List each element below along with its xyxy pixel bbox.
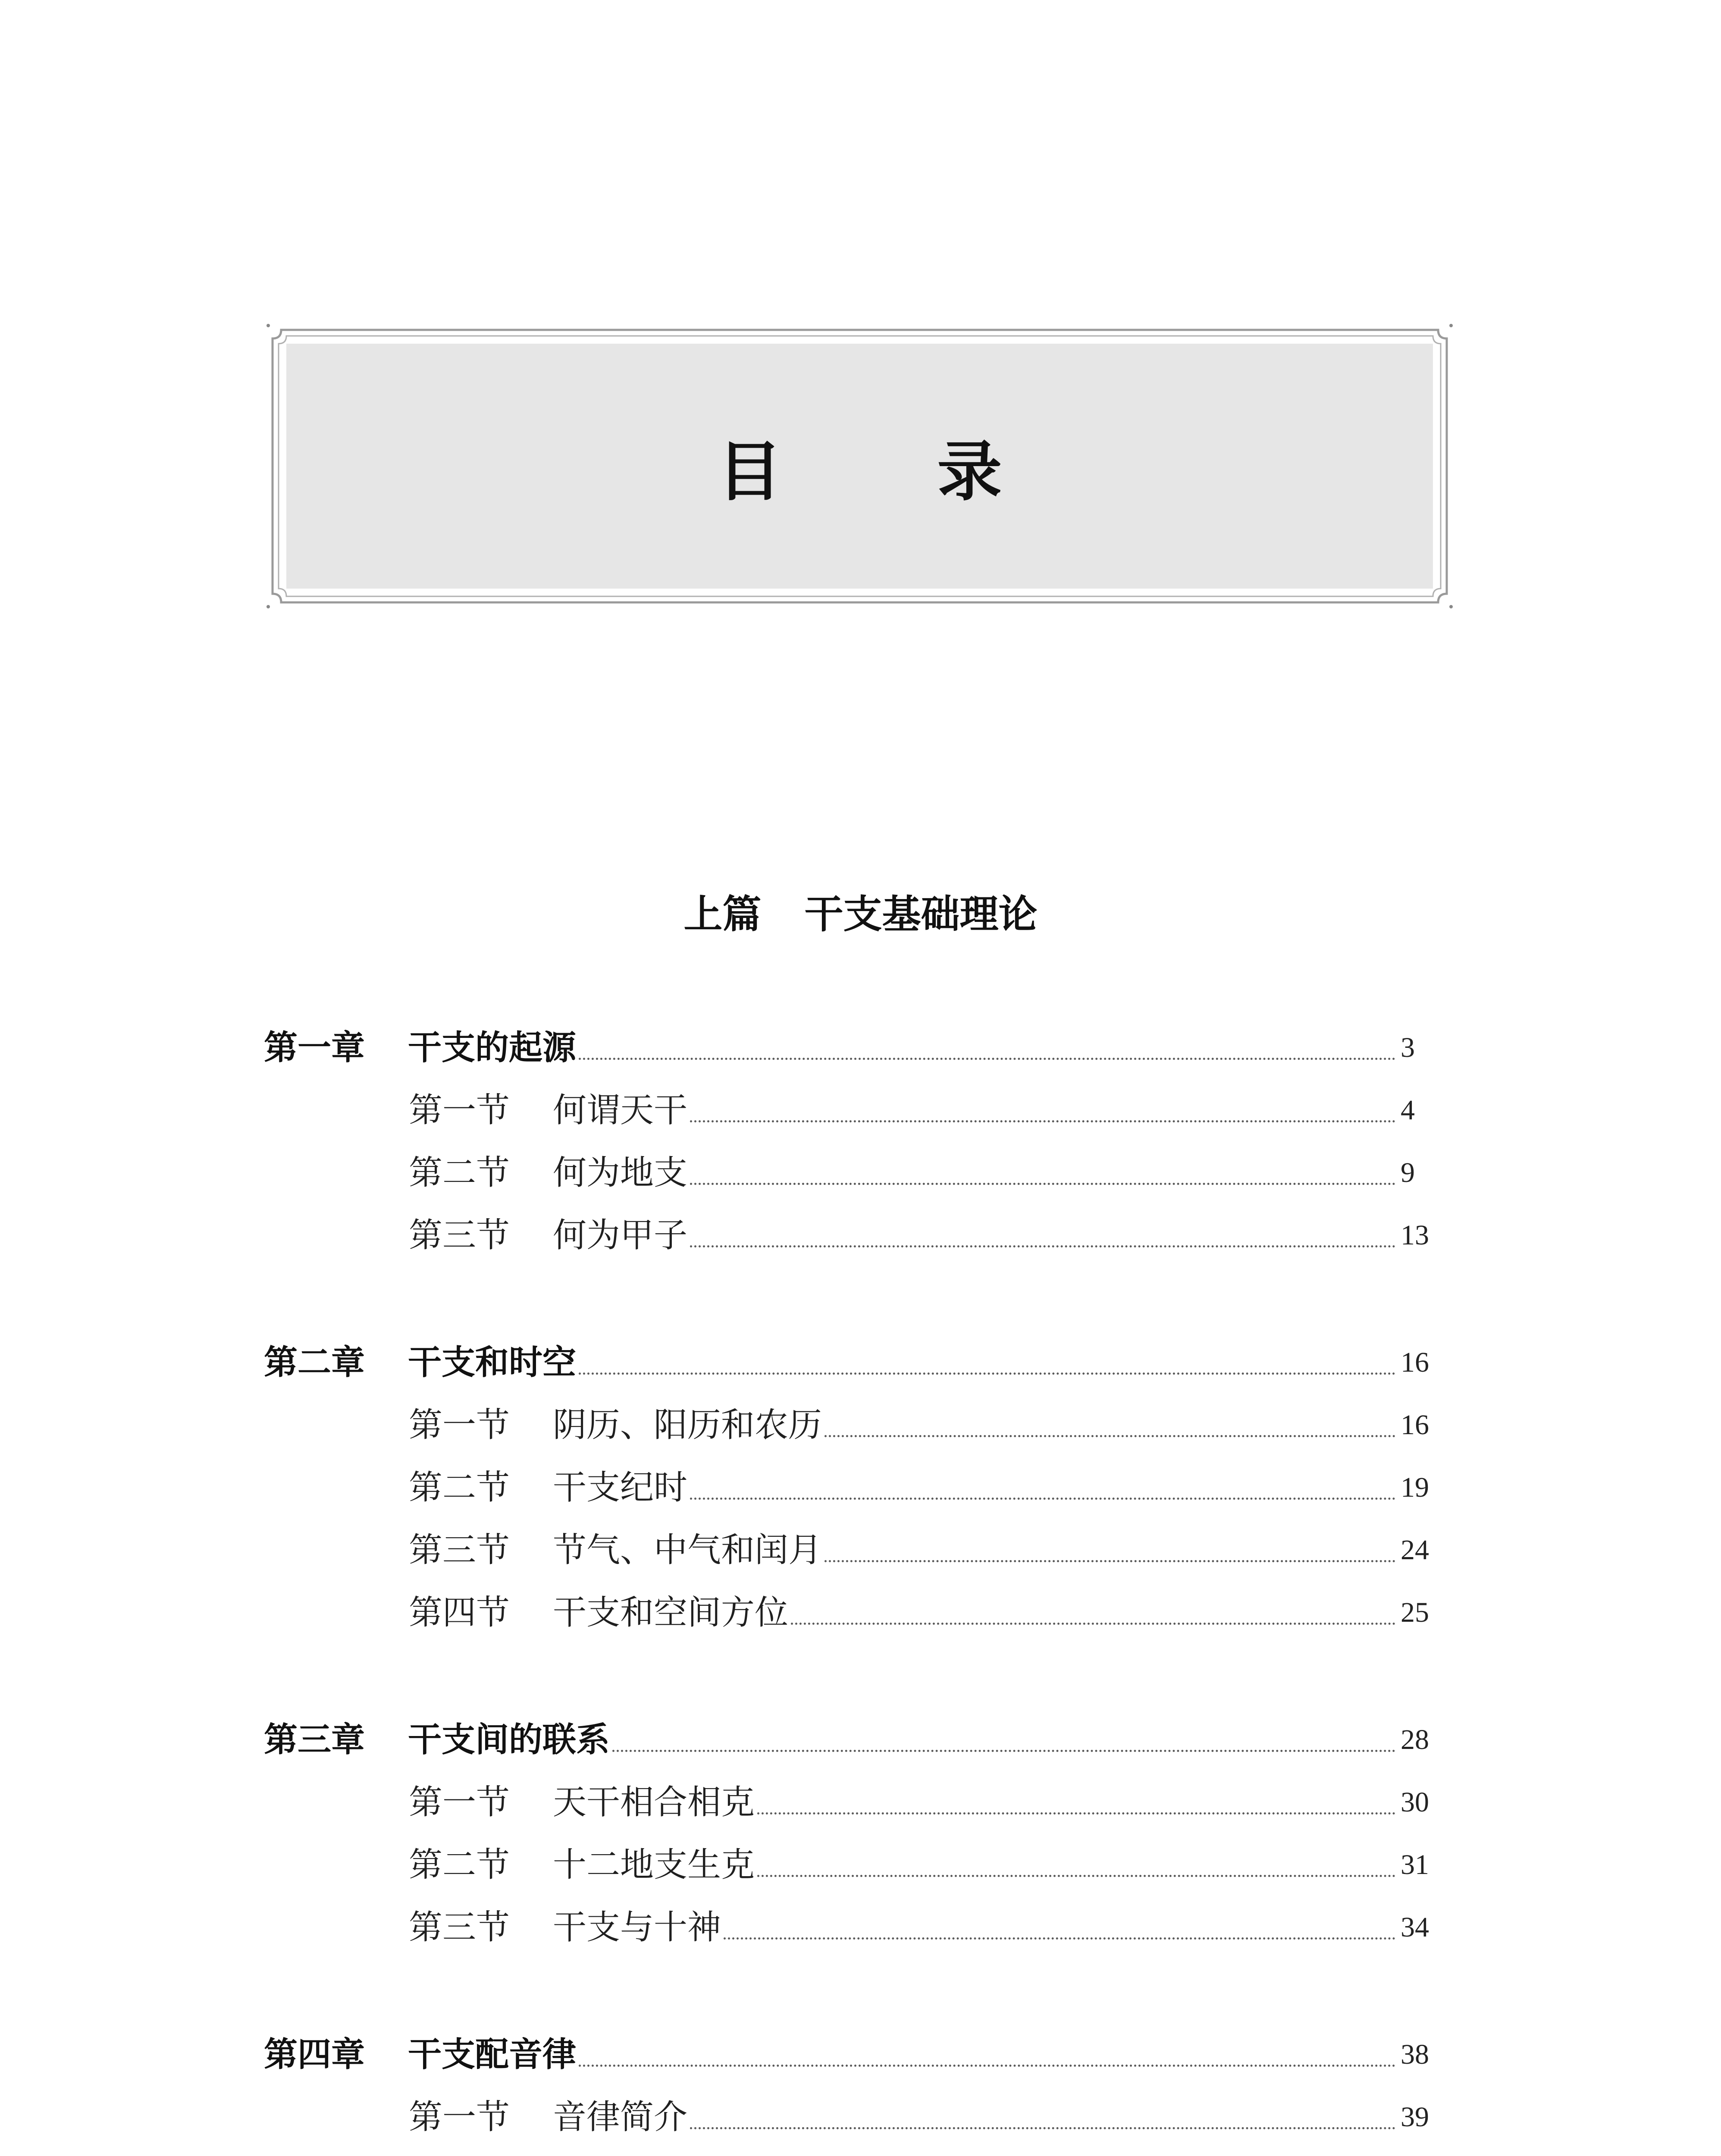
page-number: 3 [1401,1032,1415,1063]
toc-section[interactable] [409,1587,1435,1634]
toc-section[interactable] [409,1147,1435,1194]
page-number: 30 [1401,1786,1429,1818]
part-label: 上篇 [683,891,762,937]
toc-section[interactable] [409,2091,1435,2139]
dot-leader [791,1623,1395,1625]
dot-leader [690,2127,1395,2129]
section-number: 第二节 [409,1846,510,1884]
dot-leader [690,1183,1395,1185]
section-number: 第三节 [409,1908,510,1947]
chapter-title: 干支配音律 [408,2035,577,2074]
section-number: 第三节 [409,1531,510,1570]
chapter-number: 第二章 [264,1343,365,1382]
section-title: 何谓天干 [553,1091,688,1130]
toc-chapter[interactable] [264,2029,1435,2076]
page-number: 38 [1401,2039,1429,2070]
toc-section[interactable] [409,1084,1435,1132]
section-title: 音律简介 [553,2098,688,2137]
section-title: 阴历、阳历和农历 [553,1406,822,1445]
dot-leader [690,1245,1395,1247]
page-number: 39 [1401,2101,1429,2133]
chapter-number: 第四章 [264,2035,365,2074]
page-number: 13 [1401,1219,1429,1251]
dot-leader [579,1058,1395,1060]
chapter-number: 第三章 [264,1720,365,1759]
toc-section[interactable] [409,1839,1435,1887]
section-title: 干支与十神 [553,1908,721,1947]
chapter-title: 干支间的联系 [408,1720,610,1759]
section-title: 干支和空间方位 [553,1593,789,1632]
section-title: 何为甲子 [553,1216,688,1255]
section-number: 第四节 [409,1593,510,1632]
toc-chapter[interactable] [264,1714,1435,1761]
dot-leader [824,1435,1395,1437]
dot-leader [579,2065,1395,2067]
dot-leader [757,1875,1395,1877]
page-number: 19 [1401,1472,1429,1503]
part-heading [0,888,1721,940]
toc-chapter[interactable] [264,1337,1435,1384]
dot-leader [579,1373,1395,1375]
section-title: 十二地支生克 [553,1846,755,1884]
section-title: 何为地支 [553,1153,688,1192]
page-number: 16 [1401,1409,1429,1441]
dot-leader [824,1560,1395,1562]
part-title: 干支基础理论 [804,891,1038,937]
page-number: 9 [1401,1157,1415,1188]
dot-leader [757,1812,1395,1814]
chapter-number: 第一章 [264,1028,365,1067]
dot-leader [724,1937,1395,1940]
toc-section[interactable] [409,1462,1435,1509]
section-number: 第一节 [409,1406,510,1445]
dot-leader [690,1498,1395,1500]
page-number: 16 [1401,1347,1429,1378]
chapter-title: 干支和时空 [408,1343,577,1382]
section-number: 第二节 [409,1468,510,1507]
toc-section[interactable] [409,1524,1435,1572]
page-number: 4 [1401,1094,1415,1126]
section-number: 第三节 [409,1216,510,1255]
toc-section[interactable] [409,1399,1435,1447]
title-frame [264,321,1455,611]
page-number: 28 [1401,1724,1429,1755]
toc-section[interactable] [409,1902,1435,1949]
page-number: 31 [1401,1849,1429,1880]
section-title: 节气、中气和闰月 [553,1531,822,1570]
section-title: 干支纪时 [553,1468,688,1507]
page-number: 25 [1401,1597,1429,1628]
section-title: 天干相合相克 [553,1783,755,1822]
page-number: 24 [1401,1534,1429,1566]
section-number: 第二节 [409,1153,510,1192]
chapter-title: 干支的起源 [408,1028,577,1067]
dot-leader [690,1120,1395,1122]
page-title: 目录 [717,434,1157,510]
section-number: 第一节 [409,2098,510,2137]
dot-leader [612,1750,1395,1752]
toc-section[interactable] [409,1210,1435,1257]
section-number: 第一节 [409,1783,510,1822]
page-number: 34 [1401,1912,1429,1943]
toc-chapter[interactable] [264,1022,1435,1069]
section-number: 第一节 [409,1091,510,1130]
toc-section[interactable] [409,1777,1435,1824]
